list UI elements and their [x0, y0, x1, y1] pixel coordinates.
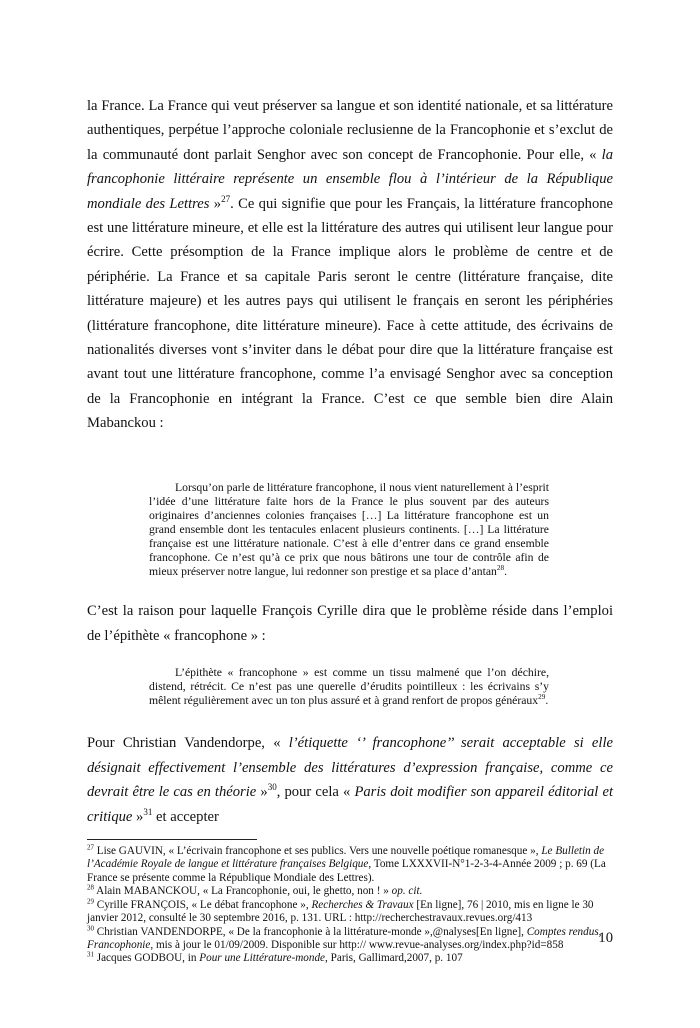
- footnote-text: Alain MABANCKOU, « La Francophonie, oui, le ghetto, non ! »: [93, 885, 392, 898]
- p1-text-c: . Ce qui signifie que pour les Français, la littérature francophone est une littérature mineure, et elle est la littérature des autres qui utilisent leur langue pour écrire. Cette présomption de la France implique alors le problème de centre et de périphérie. La France et sa capitale Paris seront le centre (littérature française, dite littérature majeure) et les autres pays qui utilisent le français en seront les périphéries (littérature francophone, dite littérature mineure). Face à cette attitude, des écrivains de nationalités diverses vont s’inviter dans le débat pour dire que la littérature française est avant tout une littérature francophone, comme l’a envisagé Senghor avec sa conception de la Francophonie en intégrant la France. C’est ce que semble bien dire Alain Mabanckou :: [87, 195, 614, 432]
- footnote-text: , Tome LXXXVII-N°1-2-3-4-Année 2009 ; p. 69 (La France se présente comme la République Mondiale des Lettres).: [87, 858, 606, 884]
- footnote-text: , mis à jour le 01/09/2009. Disponible sur http:// www.revue-analyses.org/index.php?id=858: [150, 938, 564, 951]
- footnote-italic: Comptes rendus, Francophonie: [87, 925, 602, 951]
- footnote-number: 28: [87, 883, 94, 892]
- footnote-ref-27[interactable]: 27: [221, 193, 231, 204]
- quote2-text: L’épithète « francophone » est comme un tissu malmené que l’on déchire, distend, rétrécit. Ce n’est pas une querelle d’érudits pointilleux : les écrivains s’y mêlent régulièrement avec un ton plus assuré et à grand renfort de propos généraux: [149, 666, 549, 708]
- p3-text-a: Pour Christian Vandendorpe, «: [87, 735, 289, 752]
- footnote-ref-29[interactable]: 29: [538, 693, 546, 702]
- footnote-text: Jacques GODBOU, in: [93, 952, 200, 965]
- footnote-number: 31: [87, 950, 94, 959]
- footnote-italic: Le Bulletin de l’Académie Royale de langue et littérature françaises Belgique: [87, 845, 605, 871]
- p3-text-d: »: [132, 808, 144, 825]
- paragraph-2: C’est la raison pour laquelle François Cyrille dira que le problème réside dans l’emploi de l’épithète « francophone » :: [87, 603, 613, 644]
- p3-text-b: »: [256, 784, 268, 801]
- footnote-text: Lise GAUVIN, « L’écrivain francophone et ses publics. Vers une nouvelle poétique romanesque »,: [93, 845, 542, 858]
- quote2-end: .: [545, 694, 549, 708]
- footnote-30: [87, 923, 613, 953]
- p3-quote-italic-1: l’étiquette ‘’ francophone’’ serait acceptable si elle désignait effectivement l’ensemble des littératures d’expression française, comme ce devrait être le cas en théorie: [87, 735, 613, 801]
- footnote-27: [87, 845, 613, 885]
- p1-text-b: »: [209, 195, 222, 212]
- footnote-ref-28[interactable]: 28: [496, 564, 505, 573]
- quote1-text: Lorsqu’on parle de littérature francophone, il nous vient naturellement à l’esprit l’idée d’une littérature faite hors de la France le plus souvent par des auteurs originaires d’anciennes colonies françaises […] La littérature francophone est un grand ensemble dont les tentacules enlacent plusieurs continents. […] La littérature française est une littérature nationale. C’est à elle d’entrer dans ce grand ensemble francophone. Ce n’est qu’à ce prix que nous bâtirons une tour de contrôle afin de mieux préserver notre langue, lui redonner son prestige et sa place d’antan: [149, 480, 549, 579]
- p3-text-c: , pour cela «: [276, 784, 355, 801]
- page-number: 10: [598, 930, 613, 946]
- paragraph-1: [87, 94, 613, 436]
- p3-quote-italic-2: Paris doit modifier son appareil éditorial et critique: [87, 784, 614, 825]
- footnote-number: 29: [87, 896, 94, 905]
- footnote-ref-31[interactable]: 31: [143, 806, 153, 817]
- p1-text-a: la France. La France qui veut préserver sa langue et son identité nationale, et sa littérature authentiques, perpétue l’approche coloniale reclusienne de la Francophonie et s’exclut de la communauté dont parlait Senghor avec son concept de Francophonie. Pour elle, «: [87, 98, 613, 163]
- footnote-italic: Pour une Littérature-monde: [199, 952, 326, 965]
- footnote-number: 27: [87, 843, 94, 852]
- footnote-ref-30[interactable]: 30: [267, 782, 277, 793]
- document-page: [87, 94, 613, 966]
- footnote-28: [87, 885, 613, 898]
- p1-quote-italic: la francophonie littéraire représente un ensemble flou à l’intérieur de la République mondiale des Lettres: [87, 146, 613, 212]
- footnote-number: 30: [87, 923, 94, 932]
- block-quote-mabanckou: [149, 481, 549, 580]
- footnote-text: [En ligne], 76 | 2010, mis en ligne le 30 janvier 2012, consulté le 30 septembre 2016, p. 131. URL : http://recherchestravaux.revues.org/413: [87, 898, 594, 925]
- p3-text-e: et accepter: [152, 808, 219, 825]
- footnote-italic: op. cit.: [391, 885, 423, 898]
- footnote-text: Cyrille FRANÇOIS, « Le débat francophone »,: [93, 898, 312, 911]
- footnote-text: , Paris, Gallimard,2007, p. 107: [325, 952, 463, 965]
- quote1-end: .: [504, 565, 508, 579]
- footnote-text: Christian VANDENDORPE, « De la francophonie à la littérature-monde »,@nalyses[En ligne],: [93, 925, 527, 938]
- footnote-italic: Recherches & Travaux: [311, 898, 414, 911]
- footnote-separator: [87, 839, 257, 840]
- block-quote-francois: [149, 666, 549, 708]
- paragraph-3: [87, 731, 613, 829]
- footnotes: [87, 845, 613, 966]
- footnote-31: [87, 952, 613, 965]
- footnote-29: [87, 896, 613, 926]
